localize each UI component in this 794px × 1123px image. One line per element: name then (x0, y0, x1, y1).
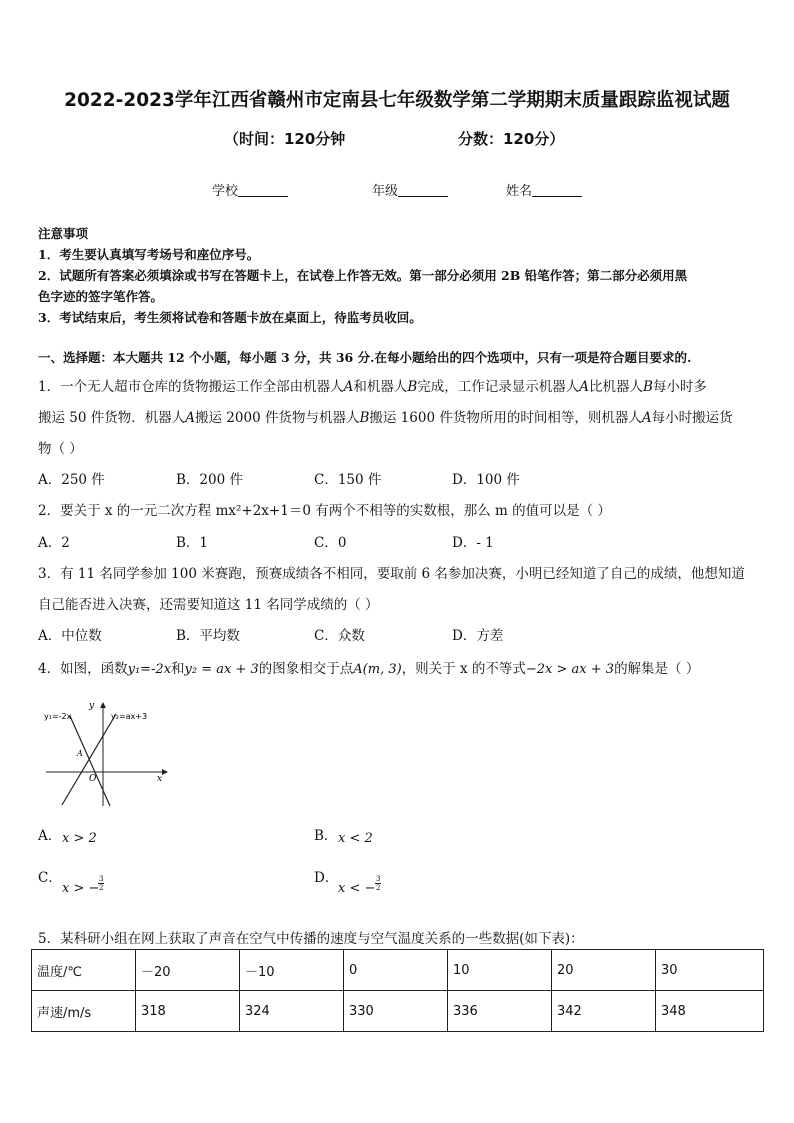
page-title: 2022-2023学年江西省赣州市定南县七年级数学第二学期期末质量跟踪监视试题 (64, 90, 730, 111)
note-item: 3．考试结束后，考生须将试卷和答题卡放在桌面上，待监考员收回。 (38, 310, 422, 325)
table-cell: 0 (344, 950, 448, 991)
q4-option-d-expr: x < − (338, 881, 376, 896)
name-label: 姓名 (506, 184, 533, 199)
q3-option-c: C．众数 (314, 628, 365, 644)
grade-blank (398, 184, 448, 197)
q1-option-a: A．250 件 (38, 472, 105, 488)
q2-option-c: C．0 (314, 535, 347, 551)
line-y1 (70, 716, 110, 806)
q3-option-d: D．方差 (452, 628, 504, 644)
question-1-line-3: 物（ ） (38, 441, 83, 457)
question-2: 2．要关于 x 的一元二次方程 mx²+2x+1＝0 有两个不相等的实数根，那么 m 的值可以是（ ） (38, 503, 611, 519)
q4-option-d: D． (314, 870, 339, 886)
q4-option-d-fraction: 3 2 (376, 875, 381, 892)
grade-field (372, 180, 448, 199)
q4-option-c-fraction: 3 2 (99, 875, 104, 892)
x-axis-arrow (162, 769, 168, 775)
q4-option-b: B． (314, 828, 338, 844)
exam-time: （时间：120分钟 (224, 130, 346, 148)
q4-option-b-expr: x < 2 (338, 831, 373, 846)
speed-temperature-table (31, 949, 764, 1032)
y-label: y (89, 701, 95, 711)
note-item: 2．试题所有答案必须填涂或书写在答题卡上，在试卷上作答无效。第一部分必须用 2B 铅笔作答；第二部分必须用黑 (38, 268, 688, 283)
table-cell: 348 (656, 991, 764, 1032)
function-graph (38, 700, 173, 812)
table-cell: 324 (240, 991, 344, 1032)
q3-option-a: A．中位数 (38, 628, 102, 644)
table-row (32, 991, 764, 1032)
question-3-line-1: 3．有 11 名同学参加 100 米赛跑，预赛成绩各不相同，要取前 6 名参加决赛，小明已经知道了自己的成绩，他想知道 (38, 566, 745, 582)
notes-title: 注意事项 (38, 226, 89, 241)
table-cell: －20 (136, 950, 240, 991)
question-5: 5．某科研小组在网上获取了声音在空气中传播的速度与空气温度关系的一些数据(如下表)： (38, 931, 584, 947)
q4-option-a: A． (38, 828, 62, 844)
q2-option-d: D．- 1 (452, 535, 494, 551)
note-item: 1．考生要认真填写考场号和座位序号。 (38, 247, 260, 262)
question-1-line-2: 搬运 50 件货物．机器人A搬运 2000 件货物与机器人B搬运 1600 件货物所用的时间相等，则机器人A每小时搬运货 (38, 410, 733, 426)
table-cell: 10 (448, 950, 552, 991)
school-field (212, 180, 288, 199)
line-y2 (62, 714, 116, 805)
q2-option-a: A．2 (38, 535, 70, 551)
table-cell: 温度/℃ (32, 950, 136, 991)
q3-option-b: B．平均数 (176, 628, 240, 644)
origin-label: O (89, 774, 97, 784)
table-cell: 30 (656, 950, 764, 991)
table-cell: 336 (448, 991, 552, 1032)
school-blank (238, 184, 288, 197)
q4-option-c: C． (38, 870, 62, 886)
table-cell: 声速/m/s (32, 991, 136, 1032)
exam-score: 分数：120分） (458, 130, 565, 148)
q1-option-b: B．200 件 (176, 472, 243, 488)
table-cell: 20 (552, 950, 656, 991)
table-cell: 330 (344, 991, 448, 1032)
q2-option-b: B．1 (176, 535, 209, 551)
q4-option-a-expr: x > 2 (62, 831, 97, 846)
x-label: x (157, 774, 163, 784)
name-field (506, 180, 582, 199)
table-cell: －10 (240, 950, 344, 991)
note-item: 色字迹的签字笔作答。 (38, 289, 164, 304)
table-row (32, 950, 764, 991)
section-heading: 一、选择题：本大题共 12 个小题，每小题 3 分，共 36 分.在每小题给出的四个选项中，只有一项是符合题目要求的. (38, 350, 692, 365)
q1-option-d: D．100 件 (452, 472, 520, 488)
grade-label: 年级 (372, 184, 399, 199)
table-cell: 342 (552, 991, 656, 1032)
q4-option-c-expr: x > − (62, 881, 100, 896)
name-blank (532, 184, 582, 197)
table-cell: 318 (136, 991, 240, 1032)
label-y1: y₁=-2x (44, 712, 72, 721)
question-3-line-2: 自己能否进入决赛，还需要知道这 11 名同学成绩的（ ） (38, 597, 379, 613)
y-axis-arrow (100, 702, 106, 708)
question-1-line-1: 1．一个无人超市仓库的货物搬运工作全部由机器人A和机器人B完成，工作记录显示机器人A比机器人B每小时多 (38, 379, 707, 395)
label-y2: y₂=ax+3 (111, 712, 148, 721)
q1-option-c: C．150 件 (314, 472, 382, 488)
school-label: 学校 (212, 184, 239, 199)
question-4: 4．如图，函数y₁=-2x和y₂ = ax + 3的图象相交于点A(m, 3)，则关于 x 的不等式−2x > ax + 3的解集是（ ） (38, 661, 700, 677)
point-a-label: A (77, 749, 83, 758)
